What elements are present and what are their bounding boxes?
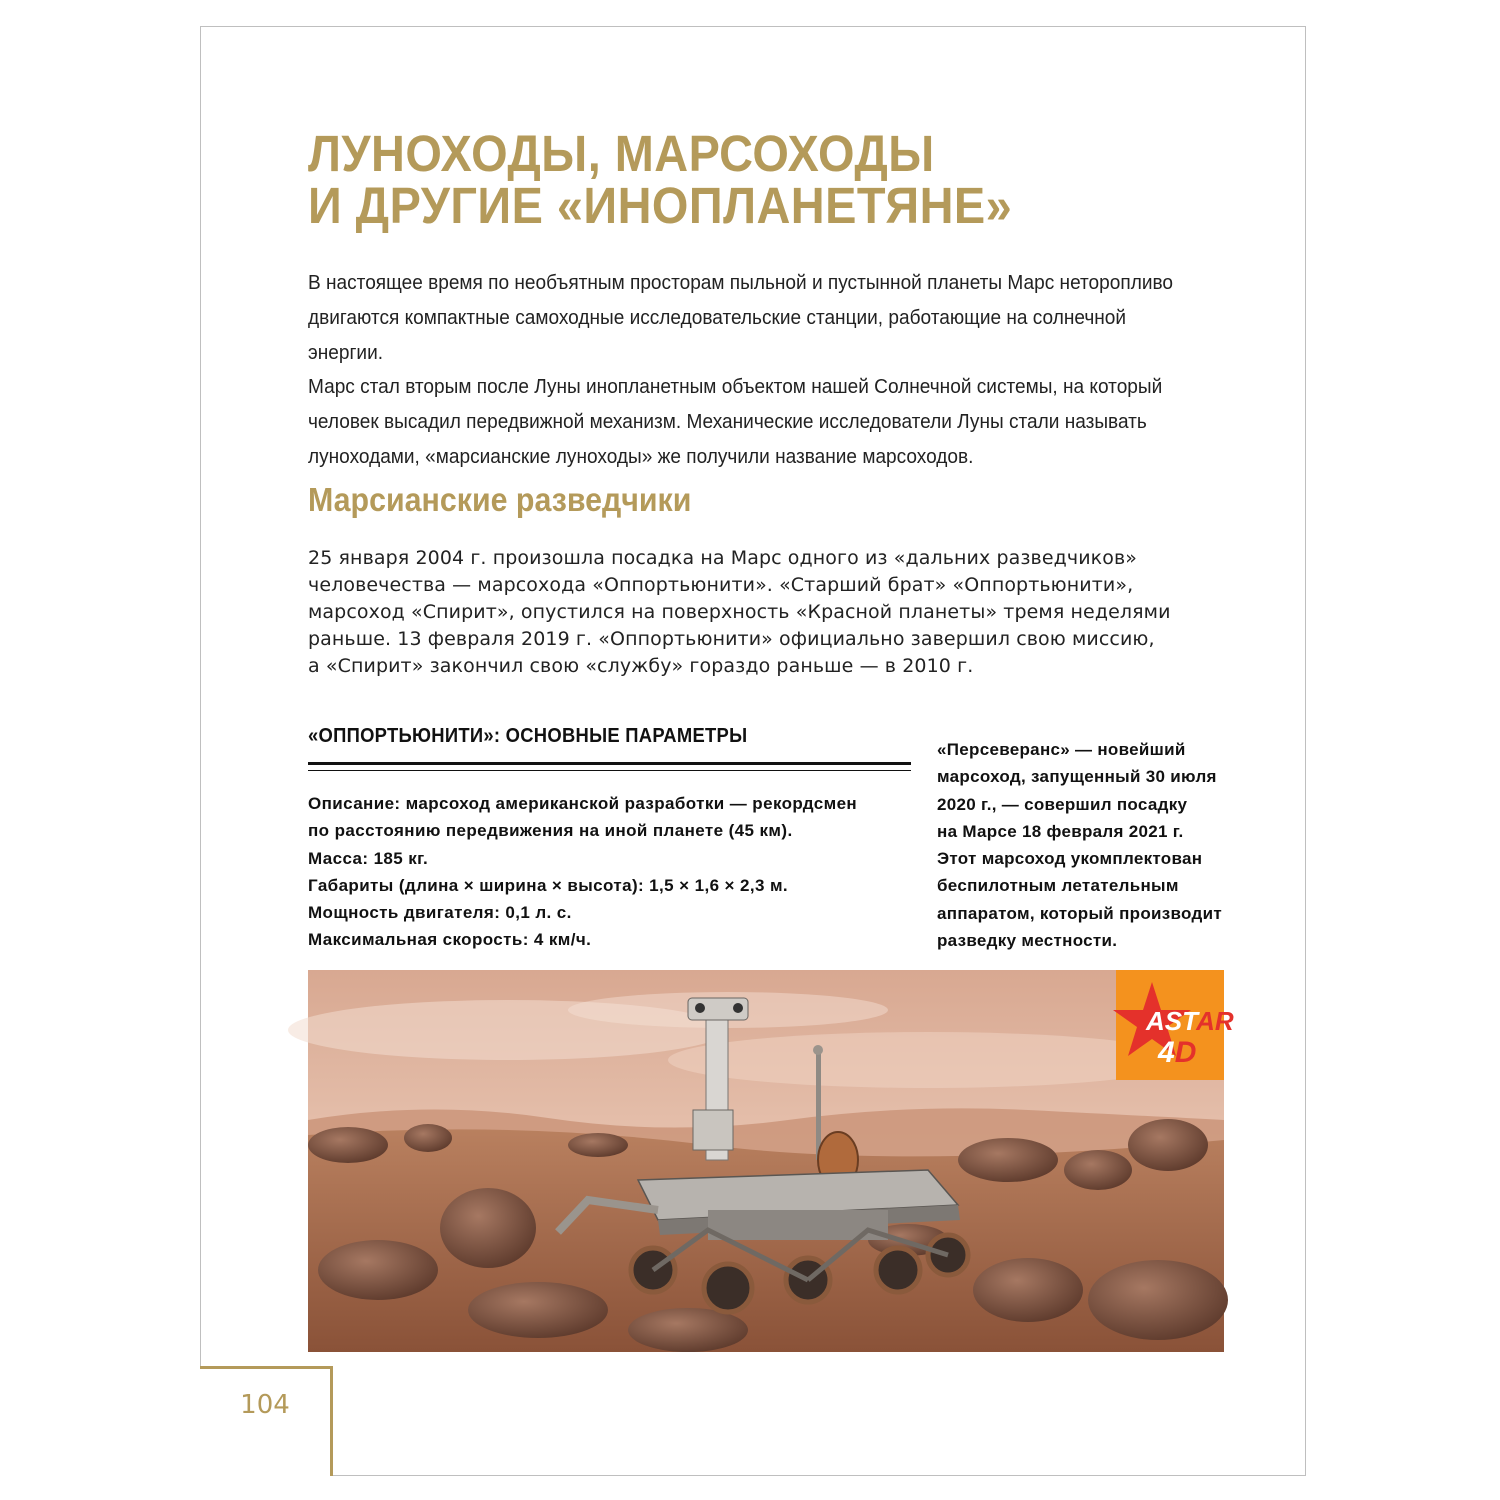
star-icon bbox=[1116, 970, 1234, 1080]
params-line: Масса: 185 кг. bbox=[308, 848, 429, 868]
note-line: разведку местности. bbox=[937, 931, 1118, 951]
note-line: беспилотным летательным bbox=[937, 876, 1179, 896]
note-line: на Марсе 18 февраля 2021 г. bbox=[937, 821, 1184, 841]
params-line: Габариты (длина × ширина × высота): 1,5 × 1,6 × 2,3 м. bbox=[308, 875, 789, 895]
logo-text-d: D bbox=[1174, 1036, 1197, 1069]
intro-line: человек высадил передвижной механизм. Механические исследователи Луны стали называть bbox=[308, 410, 1147, 434]
logo-text-ar: AR bbox=[1196, 1006, 1234, 1036]
svg-text:ASTAR bbox=[1145, 1006, 1234, 1036]
params-line: по расстоянию передвижения на иной планете (45 км). bbox=[308, 821, 793, 841]
logo-text-ast: AST bbox=[1146, 1006, 1197, 1036]
section-line: 25 января 2004 г. произошла посадка на Марс одного из «дальних разведчиков» bbox=[308, 547, 1137, 569]
divider-thin bbox=[308, 770, 911, 771]
section-line: человечества — марсохода «Оппортьюнити». «Старший брат» «Оппортьюнити», bbox=[308, 574, 1134, 596]
params-line: Максимальная скорость: 4 км/ч. bbox=[308, 930, 592, 950]
page-number: 104 bbox=[240, 1390, 290, 1420]
intro-line: В настоящее время по необъятным просторам пыльной и пустынной планеты Марс неторопливо bbox=[308, 271, 1173, 294]
section-line: а «Спирит» закончил свою «службу» гораздо раньше — в 2010 г. bbox=[308, 655, 974, 677]
params-line: Мощность двигателя: 0,1 л. с. bbox=[308, 903, 572, 923]
svg-text:4D bbox=[1157, 1036, 1196, 1069]
note-line: марсоход, запущенный 30 июля bbox=[937, 767, 1217, 787]
params-list bbox=[308, 790, 908, 954]
page-number-box bbox=[200, 1366, 333, 1476]
note-line: Этот марсоход укомплектован bbox=[937, 849, 1203, 869]
section-line: марсоход «Спирит», опустился на поверхность «Красной планеты» тремя неделями bbox=[308, 601, 1171, 623]
section-subtitle: Марсианские разведчики bbox=[308, 481, 692, 518]
rover-illustration bbox=[308, 970, 1224, 1352]
mars-rover-photo bbox=[308, 970, 1224, 1352]
note-line: «Персеверанс» — новейший bbox=[937, 740, 1186, 759]
title-line-1: ЛУНОХОДЫ, МАРСОХОДЫ bbox=[308, 125, 935, 182]
intro-line: Марс стал вторым после Луны инопланетным объектом нашей Солнечной системы, на который bbox=[308, 375, 1163, 399]
section-line: раньше. 13 февраля 2019 г. «Оппортьюнити» официально завершил свою миссию, bbox=[308, 628, 1155, 650]
astar-4d-logo bbox=[1116, 970, 1234, 1080]
section-paragraph bbox=[308, 545, 1208, 680]
intro-paragraph bbox=[308, 266, 1182, 475]
perseverance-note bbox=[937, 736, 1237, 954]
params-line: Описание: марсоход американской разработки — рекордсмен bbox=[308, 794, 858, 813]
note-line: 2020 г., — совершил посадку bbox=[937, 794, 1188, 814]
note-line: аппаратом, который производит bbox=[937, 903, 1222, 923]
params-heading: «ОППОРТЬЮНИТИ»: ОСНОВНЫЕ ПАРАМЕТРЫ bbox=[308, 725, 748, 747]
divider-thick bbox=[308, 762, 911, 765]
title-line-2: И ДРУГИЕ «ИНОПЛАНЕТЯНЕ» bbox=[308, 177, 1013, 234]
logo-text-4: 4 bbox=[1158, 1036, 1175, 1069]
intro-line: луноходами, «марсианские луноходы» же получили название марсоходов. bbox=[308, 444, 974, 468]
intro-line: двигаются компактные самоходные исследовательские станции, работающие на солнечной энергии. bbox=[308, 305, 1127, 364]
page-title bbox=[308, 125, 1136, 234]
